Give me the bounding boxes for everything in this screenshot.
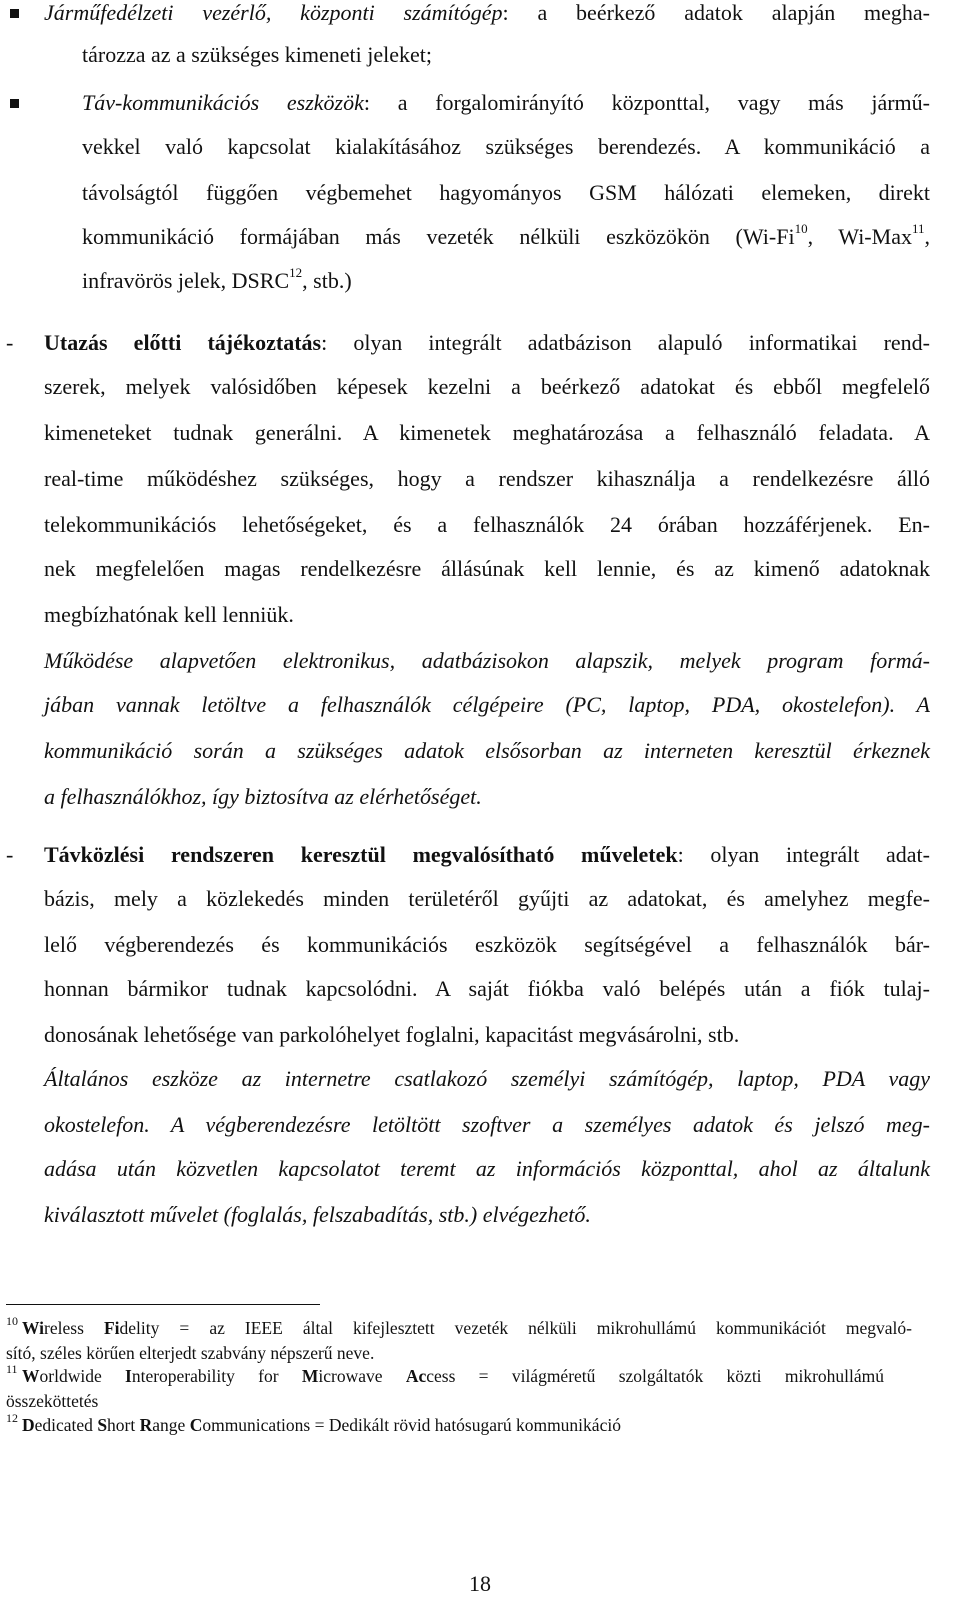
footnote-ref[interactable]: 11 [911,220,925,236]
text-span: : a forgalomirányító központtal, vagy más jármű- [363,90,930,115]
text-span: reless [44,1318,104,1338]
text-span: kimeneteket tudnak generálni. A kimenetek meghatározása a felhasználó feladata. A [44,420,930,445]
text-line [44,784,930,810]
text-span: delity = az IEEE által kifejlesztett vezeték nélküli mikrohullámú kommunikációt megvaló- [119,1318,912,1338]
text-line [44,648,930,674]
text-line [44,512,930,538]
page-number: 18 [469,1571,491,1596]
bold-letter: S [97,1415,108,1435]
text-span: orldwide [39,1366,126,1386]
text-line [44,1156,930,1182]
bold-letter: M [301,1366,319,1386]
footnote-separator [6,1304,320,1305]
text-line [44,420,930,446]
footnote-line [22,1415,912,1436]
text-span: tározza az a szükséges kimeneti jeleket; [82,42,432,67]
text-span: megbízhatónak kell lenniük. [44,602,294,627]
text-span: edicated [34,1415,98,1435]
text-span: ommunications = Dedikált rövid hatósugarú kommunikáció [202,1415,621,1435]
text-span: cess = világméretű szolgáltatók közti mikrohullámú [426,1366,884,1386]
text-line [44,1202,930,1228]
footnote-line [22,1318,912,1339]
square-bullet-icon [10,99,19,108]
text-line [82,134,930,160]
text-line [44,692,930,718]
text-span: real-time működéshez szükséges, hogy a rendszer kihasználja a rendelkezésre álló [44,466,930,491]
text-span: ange [152,1415,190,1435]
bold-letter: D [22,1415,35,1435]
text-line [44,842,930,868]
text-line [82,220,930,250]
text-span: icrowave [318,1366,406,1386]
text-line [44,932,930,958]
italic-text: kommunikáció során a szükséges adatok elsősorban az interneten keresztül érkeznek [44,738,930,763]
text-span: nek megfelelően magas rendelkezésre állásúnak kell lennie, és az kimenő adatoknak [44,556,930,581]
bold-letter: Ac [405,1366,427,1386]
text-span: hort [107,1415,140,1435]
bold-letter: Fi [103,1318,120,1338]
italic-text: Általános eszköze az internetre csatlakozó személyi számítógép, laptop, PDA vagy [44,1066,930,1091]
italic-text: jában vannak letöltve a felhasználók célgépeire (PC, laptop, PDA, okostelefon). A [44,692,930,717]
list-dash: - [6,330,14,355]
text-span: összeköttetés [6,1391,99,1411]
bold-letter: C [189,1415,203,1435]
text-line [44,374,930,400]
text-line [44,1112,930,1138]
text-span: kommunikáció formájában más vezeték nélküli eszközökön (Wi-Fi [82,224,795,249]
text-span: bázis, mely a közlekedés minden területéről gyűjti az adatokat, és amelyhez megfe- [44,886,930,911]
text-span: telekommunikációs lehetőségeket, és a felhasználók 24 órában hozzáférjenek. En- [44,512,930,537]
text-span: nteroperability for [131,1366,302,1386]
bold-term: Utazás előtti tájékoztatás [44,330,322,355]
bold-letter: W [22,1366,40,1386]
footnote-number: 11 [6,1362,18,1376]
text-line [44,1066,930,1092]
bold-letter: R [139,1415,153,1435]
footnote-ref[interactable]: 10 [794,220,808,236]
text-span: honnan bármikor tudnak kapcsolódni. A saját fiókba való belépés után a fiók tulaj- [44,976,930,1001]
text-span: távolságtól függően végbemehet hagyományos GSM hálózati elemeken, direkt [82,180,930,205]
text-span: infravörös jelek, DSRC [82,268,290,293]
list-dash: - [6,842,14,867]
text-line [82,180,930,206]
text-line [82,264,930,294]
bold-term: Távközlési rendszeren keresztül megvalósítható műveletek [44,842,678,867]
text-span: : olyan integrált adat- [677,842,930,867]
text-span: sító, széles körűen elterjedt szabvány népszerű neve. [6,1343,375,1363]
text-line [44,466,930,492]
footnote-number: 12 [6,1411,18,1425]
italic-text: kiválasztott művelet (foglalás, felszabadítás, stb.) elvégezhető. [44,1202,591,1227]
text-span: , stb.) [302,268,352,293]
text-line [82,42,930,68]
text-line [44,0,930,26]
text-line [44,602,930,628]
text-line [44,330,930,356]
italic-term: Táv-kommunikációs eszközök [82,90,364,115]
italic-text: okostelefon. A végberendezésre letöltött szoftver a személyes adatok és jelszó meg- [44,1112,930,1137]
text-span: , Wi-Max [807,224,912,249]
bold-letter: I [125,1366,132,1386]
italic-text: a felhasználókhoz, így biztosítva az elérhetőséget. [44,784,482,809]
italic-text: Működése alapvetően elektronikus, adatbázisokon alapszik, melyek program formá- [44,648,930,673]
text-span: : a beérkező adatok alapján megha- [502,0,930,25]
footnote-line [22,1366,884,1387]
text-span: vekkel való kapcsolat kialakításához szükséges berendezés. A kommunikáció a [82,134,930,159]
text-span: : olyan integrált adatbázison alapuló informatikai rend- [321,330,930,355]
footnote-number: 10 [6,1314,18,1328]
text-line [82,90,930,116]
text-span: szerek, melyek valósidőben képesek kezelni a beérkező adatokat és ebből megfelelő [44,374,930,399]
text-span: lelő végberendezés és kommunikációs eszközök segítségével a felhasználók bár- [44,932,930,957]
text-line [44,976,930,1002]
text-line [44,886,930,912]
text-line [44,1022,930,1048]
footnote-line [6,1391,912,1412]
footnote-line [6,1343,912,1364]
text-line [44,556,930,582]
footnote-ref[interactable]: 12 [289,264,303,280]
text-span: donosának lehetősége van parkolóhelyet foglalni, kapacitást megvásárolni, stb. [44,1022,740,1047]
italic-term: Járműfedélzeti vezérlő, központi számítógép [44,0,503,25]
square-bullet-icon [10,9,19,18]
italic-text: adása után közvetlen kapcsolatot teremt az információs központtal, ahol az általunk [44,1156,930,1181]
bold-letter: Wi [22,1318,45,1338]
text-span: , [924,224,930,249]
text-line [44,738,930,764]
